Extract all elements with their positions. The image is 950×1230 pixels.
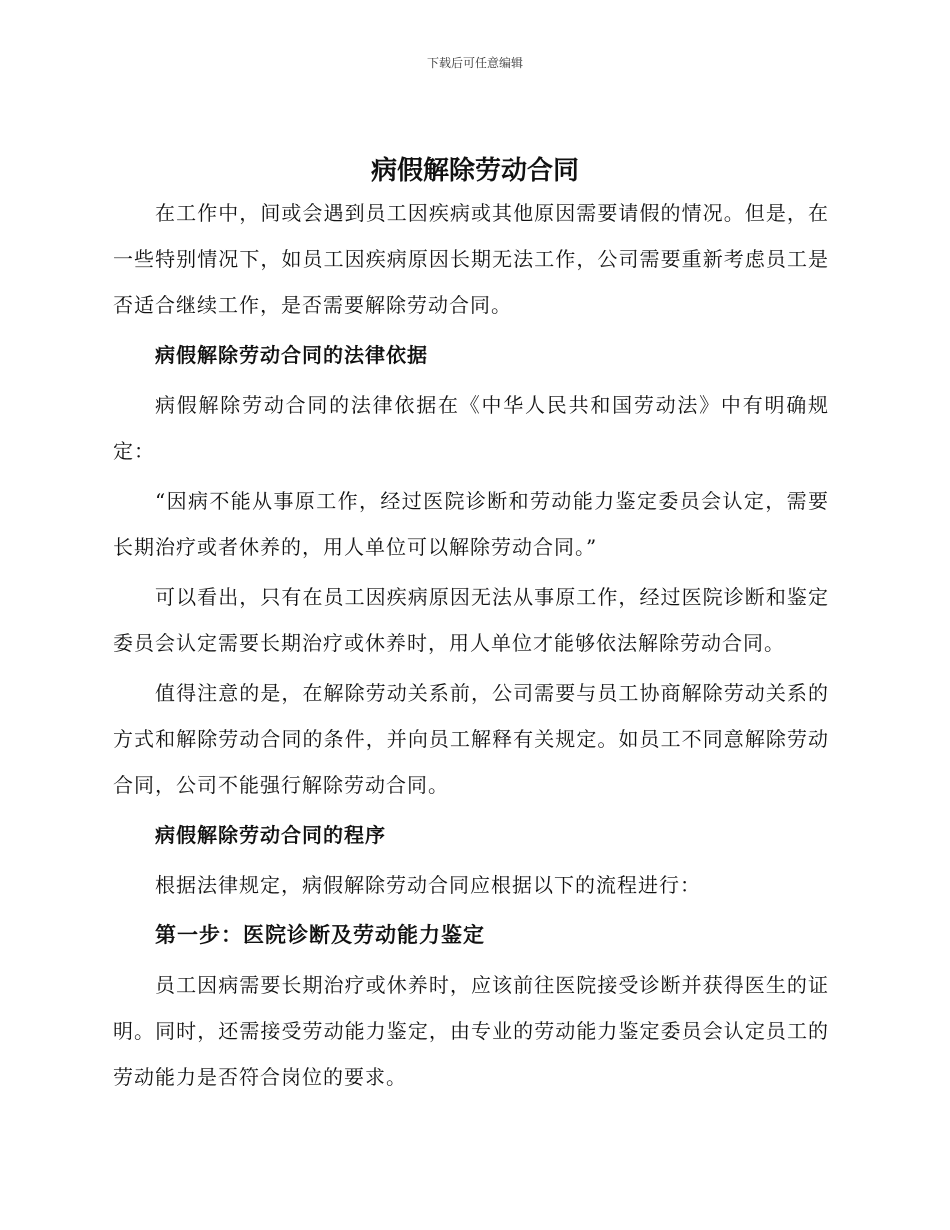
page-header-note: 下载后可任意编辑 bbox=[426, 56, 523, 70]
paragraph-legal-basis: 病假解除劳动合同的法律依据在《中华人民共和国劳动法》中有明确规定： bbox=[113, 393, 829, 463]
section-heading-legal-basis: 病假解除劳动合同的法律依据 bbox=[155, 343, 428, 367]
paragraph-interpretation: 可以看出，只有在员工因疾病原因无法从事原工作，经过医院诊断和鉴定委员会认定需要长期治疗或休养时，用人单位才能够依法解除劳动合同。 bbox=[113, 585, 829, 655]
document-body bbox=[113, 190, 829, 1104]
section-heading-procedure: 病假解除劳动合同的程序 bbox=[155, 823, 386, 847]
paragraph-law-quote: “因病不能从事原工作，经过医院诊断和劳动能力鉴定委员会认定，需要长期治疗或者休养的，用人单位可以解除劳动合同。” bbox=[113, 489, 829, 559]
paragraph-note: 值得注意的是，在解除劳动关系前，公司需要与员工协商解除劳动关系的方式和解除劳动合同的条件，并向员工解释有关规定。如员工不同意解除劳动合同，公司不能强行解除劳动合同。 bbox=[113, 681, 829, 797]
paragraph-intro: 在工作中，间或会遇到员工因疾病或其他原因需要请假的情况。但是，在一些特别情况下，如员工因疾病原因长期无法工作，公司需要重新考虑员工是否适合继续工作，是否需要解除劳动合同。 bbox=[113, 201, 829, 317]
paragraph-procedure-intro: 根据法律规定，病假解除劳动合同应根据以下的流程进行： bbox=[155, 873, 701, 897]
document-title: 病假解除劳动合同 bbox=[370, 156, 579, 186]
step-heading-1: 第一步：医院诊断及劳动能力鉴定 bbox=[155, 923, 485, 947]
paragraph-step-1: 员工因病需要长期治疗或休养时，应该前往医院接受诊断并获得医生的证明。同时，还需接受劳动能力鉴定，由专业的劳动能力鉴定委员会认定员工的劳动能力是否符合岗位的要求。 bbox=[113, 973, 829, 1089]
